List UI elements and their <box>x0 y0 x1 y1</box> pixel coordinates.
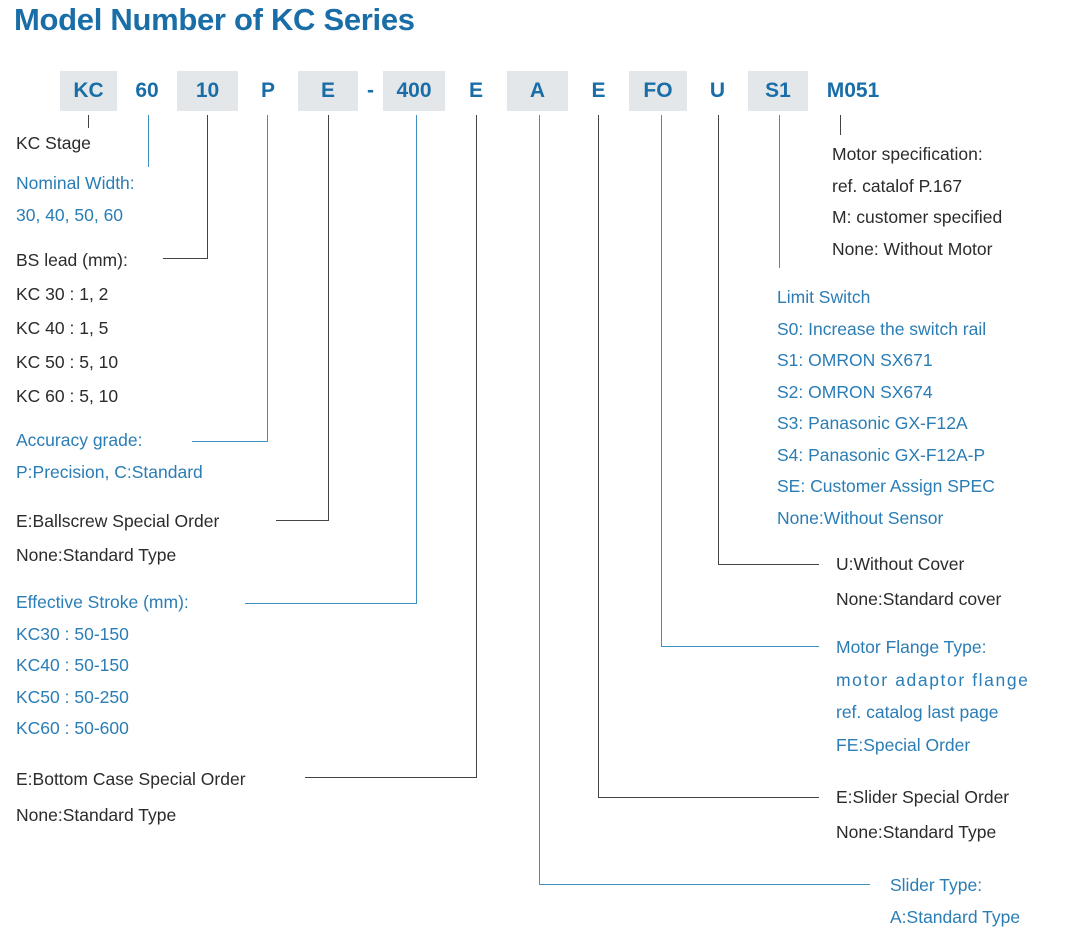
limit-switch-s2: S2: OMRON SX674 <box>777 381 933 402</box>
ballscrew-special: E:Ballscrew Special Order <box>16 511 220 531</box>
accuracy-group <box>16 425 203 488</box>
bs-lead-kc50: KC 50 : 5, 10 <box>16 352 119 372</box>
slider-order-standard: None:Standard Type <box>836 822 997 842</box>
kc-stage-label: KC Stage <box>16 133 91 153</box>
model-code-bar <box>0 0 1080 120</box>
limit-switch-group <box>777 282 995 534</box>
code-segment-accuracy: P <box>260 79 275 102</box>
connector-slider-type-vertical <box>539 115 540 885</box>
bottom-case-special: E:Bottom Case Special Order <box>16 769 246 789</box>
bs-lead-group <box>16 243 128 413</box>
motor-spec-group <box>832 139 1002 265</box>
code-segment-motor: M051 <box>826 79 880 102</box>
page-title: Model Number of KC Series <box>14 2 415 37</box>
connector-stroke-vertical <box>416 115 417 604</box>
code-segment-series: KC <box>60 71 117 111</box>
connector-accuracy-horizontal <box>192 441 268 442</box>
connector-bottom-case-horizontal <box>305 777 477 778</box>
accuracy-values: P:Precision, C:Standard <box>16 461 203 482</box>
connector-slider-order-horizontal <box>598 797 819 798</box>
motor-flange-adaptor: motor adaptor flange <box>836 669 1030 690</box>
bs-lead-kc30: KC 30 : 1, 2 <box>16 284 109 304</box>
bottom-case-group <box>16 761 246 833</box>
connector-stroke-horizontal <box>245 603 417 604</box>
connector-motor-spec <box>840 115 841 135</box>
connector-accuracy-vertical <box>267 115 268 442</box>
limit-switch-s1: S1: OMRON SX671 <box>777 350 933 370</box>
code-segment-lead: 10 <box>177 71 238 111</box>
code-segment-ballscrew: E <box>298 71 358 111</box>
motor-flange-label: Motor Flange Type: <box>836 637 987 657</box>
code-segment-cover: U <box>709 79 726 102</box>
motor-spec-ref: ref. catalof P.167 <box>832 175 963 196</box>
nominal-width-label: Nominal Width: <box>16 173 135 193</box>
connector-limit-switch <box>779 115 780 268</box>
motor-spec-customer: M: customer specified <box>832 207 1003 227</box>
bs-lead-kc40: KC 40 : 1, 5 <box>16 318 109 338</box>
connector-slider-type-horizontal <box>539 884 870 885</box>
stroke-group <box>16 587 189 745</box>
connector-ballscrew-horizontal <box>276 520 329 521</box>
slider-type-group <box>890 870 1020 933</box>
connector-nominal-width <box>148 115 149 167</box>
connector-ballscrew-vertical <box>328 115 329 521</box>
bs-lead-label: BS lead (mm): <box>16 250 128 270</box>
ballscrew-group <box>16 504 219 572</box>
code-segment-width: 60 <box>135 79 159 102</box>
bs-lead-kc60: KC 60 : 5, 10 <box>16 386 119 406</box>
kc-stage-group <box>16 128 91 160</box>
accuracy-label: Accuracy grade: <box>16 430 143 450</box>
motor-flange-group <box>836 631 1030 761</box>
stroke-kc30: KC30 : 50-150 <box>16 623 129 644</box>
motor-flange-special: FE:Special Order <box>836 734 971 755</box>
code-segment-dash: - <box>367 79 374 102</box>
stroke-label: Effective Stroke (mm): <box>16 592 189 612</box>
limit-switch-s4: S4: Panasonic GX-F12A-P <box>777 444 986 465</box>
code-segment-motor-flange: FO <box>629 71 687 111</box>
connector-cover-vertical <box>718 115 719 565</box>
connector-bs-lead-vertical <box>207 115 208 259</box>
limit-switch-s3: S3: Panasonic GX-F12A <box>777 413 968 433</box>
code-segment-slider-order: E <box>591 79 606 102</box>
code-segment-stroke: 400 <box>383 71 445 111</box>
limit-switch-se: SE: Customer Assign SPEC <box>777 476 995 496</box>
connector-cover-horizontal <box>718 564 819 565</box>
connector-motor-flange-vertical <box>661 115 662 647</box>
slider-order-group <box>836 780 1009 850</box>
stroke-kc50: KC50 : 50-250 <box>16 686 129 707</box>
slider-order-special: E:Slider Special Order <box>836 787 1010 807</box>
bottom-case-standard: None:Standard Type <box>16 805 177 825</box>
code-segment-bottom-case: E <box>468 79 483 102</box>
nominal-width-group <box>16 168 135 231</box>
limit-switch-label: Limit Switch <box>777 287 871 307</box>
motor-spec-label: Motor specification: <box>832 144 983 164</box>
connector-kc-stage <box>88 115 89 128</box>
stroke-kc60: KC60 : 50-600 <box>16 718 129 738</box>
code-segment-slider-type: A <box>507 71 568 111</box>
nominal-width-values: 30, 40, 50, 60 <box>16 204 124 225</box>
stroke-kc40: KC40 : 50-150 <box>16 655 129 675</box>
connector-slider-order-vertical <box>598 115 599 798</box>
limit-switch-s0: S0: Increase the switch rail <box>777 318 987 339</box>
motor-spec-none: None: Without Motor <box>832 238 993 259</box>
cover-group <box>836 547 1001 617</box>
cover-standard: None:Standard cover <box>836 589 1002 609</box>
slider-type-standard: A:Standard Type <box>890 906 1021 927</box>
cover-without: U:Without Cover <box>836 554 965 574</box>
connector-motor-flange-horizontal <box>661 646 819 647</box>
connector-bottom-case-vertical <box>476 115 477 778</box>
ballscrew-standard: None:Standard Type <box>16 545 177 565</box>
motor-flange-ref: ref. catalog last page <box>836 702 999 722</box>
slider-type-label: Slider Type: <box>890 875 983 895</box>
connector-bs-lead-horizontal <box>163 258 208 259</box>
code-segment-limit-switch: S1 <box>748 71 808 111</box>
limit-switch-none: None:Without Sensor <box>777 507 944 528</box>
